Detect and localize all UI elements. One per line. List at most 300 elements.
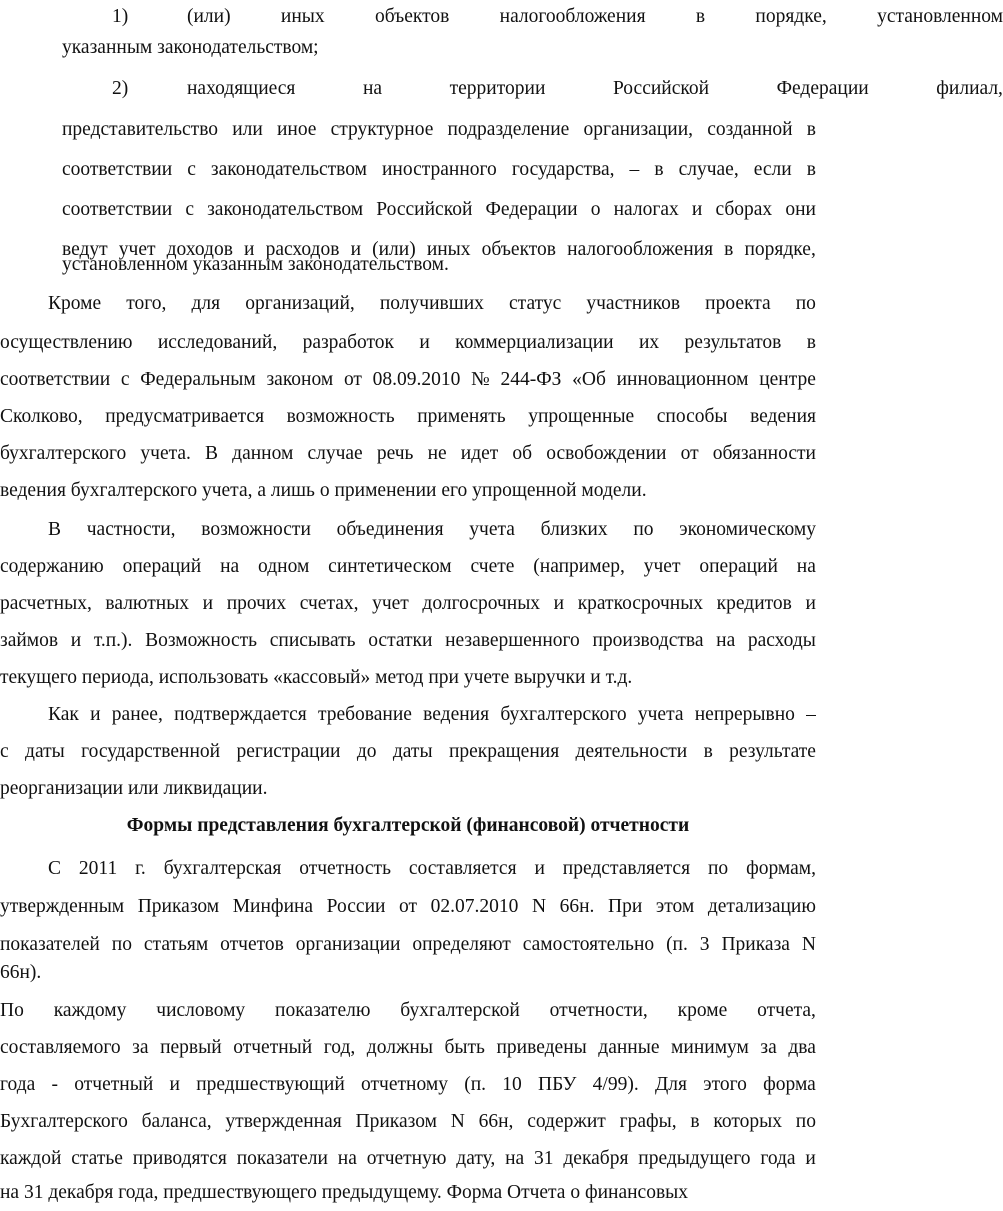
word: Федеральным — [140, 369, 256, 390]
word: деятельности — [575, 741, 688, 762]
paragraph-2-text-5: текущего периода, использовать «кассовый» метод при учете выручки и т.д. — [0, 667, 633, 688]
word: счете — [470, 556, 515, 577]
word: содержит — [527, 1111, 606, 1132]
word: на — [505, 1148, 525, 1169]
word: статус — [509, 293, 562, 314]
word: быть — [444, 1037, 485, 1058]
paragraph-4-text-4: 66н). — [0, 962, 42, 983]
word: случае — [307, 443, 363, 464]
list-item-1-text-cont: указанным законодательством; — [62, 37, 319, 58]
word: подразделение — [447, 119, 570, 140]
word: учет — [372, 593, 409, 614]
word: в — [724, 239, 734, 260]
word: 66н, — [478, 1111, 514, 1132]
paragraph-5-line-6 — [0, 1176, 816, 1210]
word: баланса, — [141, 1111, 212, 1132]
paragraph-2-text-4 — [0, 624, 816, 658]
word: в — [703, 741, 713, 762]
word: иностранного — [382, 159, 497, 180]
paragraph-3-text-3: реорганизации или ликвидации. — [0, 778, 268, 799]
list-item-1-line-2 — [0, 31, 816, 65]
word: Как — [48, 704, 79, 725]
word: статье — [71, 1148, 123, 1169]
word: организации, — [583, 119, 694, 140]
word: расходы — [747, 630, 816, 651]
word: освобождении — [546, 443, 667, 464]
word: близких — [540, 519, 608, 540]
word: N — [450, 1111, 465, 1132]
word: числовому — [156, 1000, 246, 1021]
word: (п. — [464, 1074, 487, 1095]
word: кроме — [677, 1000, 728, 1021]
word: (или) — [187, 6, 231, 27]
word: - — [51, 1074, 59, 1095]
list-item-2-text — [187, 72, 1003, 106]
word: отчетность — [299, 858, 391, 879]
word: минимум — [671, 1037, 749, 1058]
word: данные — [598, 1037, 660, 1058]
paragraph-1-line-1 — [0, 287, 816, 321]
word: отчета, — [757, 1000, 816, 1021]
word: с — [185, 199, 194, 220]
word: об — [512, 443, 533, 464]
word: России — [326, 896, 386, 917]
word: данном — [232, 443, 294, 464]
word: они — [785, 199, 816, 220]
word: порядке, — [744, 239, 816, 260]
word: результате — [729, 741, 816, 762]
word: ведения — [750, 406, 816, 427]
word: экономическому — [679, 519, 816, 540]
word: дату, — [456, 1148, 496, 1169]
paragraph-1-text-1 — [48, 287, 816, 321]
word: того, — [126, 293, 167, 314]
word: два — [788, 1037, 816, 1058]
word: и — [691, 199, 703, 220]
word: законодательством — [207, 199, 364, 220]
paragraph-4-line-4 — [0, 956, 816, 990]
word: филиал, — [936, 78, 1003, 99]
paragraph-3-text-2 — [0, 735, 816, 769]
word: даты — [392, 741, 433, 762]
word: не — [427, 443, 447, 464]
word: в — [806, 332, 816, 353]
word: утвержденным — [0, 896, 125, 917]
word: на — [220, 556, 240, 577]
word: самостоятельно — [522, 934, 655, 955]
word: соответствии — [62, 199, 173, 220]
word: представительство — [62, 119, 219, 140]
word: одном — [258, 556, 310, 577]
list-item-2-text-cont-3 — [62, 193, 816, 227]
word: должны — [366, 1037, 433, 1058]
paragraph-5-line-4 — [0, 1105, 816, 1139]
list-item-2-line-4 — [0, 193, 816, 227]
word: и — [244, 239, 255, 260]
word: речь — [376, 443, 414, 464]
word: представляется — [562, 858, 691, 879]
word: иных — [280, 6, 325, 27]
word: от — [343, 369, 362, 390]
list-item-1-number: 1) — [112, 6, 129, 27]
list-item-2-number: 2) — [112, 78, 129, 99]
word: содержанию — [0, 556, 104, 577]
word: и — [169, 1074, 180, 1095]
word: форма — [763, 1074, 816, 1095]
word: статьям — [143, 934, 209, 955]
word: этом — [655, 896, 695, 917]
word: учета. — [140, 443, 191, 464]
word: учет — [118, 239, 156, 260]
paragraph-1-line-6 — [0, 474, 816, 508]
word: законом — [266, 369, 334, 390]
word: займов — [0, 630, 59, 651]
word: декабря — [563, 1148, 629, 1169]
word: с — [187, 159, 196, 180]
paragraph-1-line-4 — [0, 400, 816, 434]
word: формам, — [746, 858, 816, 879]
word: исследований, — [157, 332, 278, 353]
word: находящиеся — [187, 78, 296, 99]
paragraph-5-text-6: на 31 декабря года, предшествующего предыдущему. Форма Отчета о финансовых — [0, 1182, 689, 1203]
word: идет — [460, 443, 499, 464]
word: предшествующий — [196, 1074, 345, 1095]
paragraph-5-line-5 — [0, 1142, 816, 1176]
word: по — [795, 1111, 816, 1132]
word: обязанности — [712, 443, 816, 464]
word: от — [399, 896, 418, 917]
word: года — [0, 1074, 36, 1095]
word: порядке, — [755, 6, 827, 27]
word: (или) — [372, 239, 416, 260]
word: Бухгалтерского — [0, 1111, 128, 1132]
word: о — [590, 199, 601, 220]
word: ПБУ — [538, 1074, 577, 1095]
paragraph-4-text-1 — [48, 852, 816, 886]
word: С — [48, 858, 62, 879]
word: требование — [317, 704, 412, 725]
word: ведения — [423, 704, 490, 725]
list-item-2-text-cont-5: установленном указанным законодательством. — [62, 254, 449, 275]
word: и — [805, 1148, 816, 1169]
paragraph-3-line-3 — [0, 772, 816, 806]
word: на — [337, 1148, 357, 1169]
word: отчетный — [74, 1074, 154, 1095]
list-item-2-line-3 — [0, 153, 816, 187]
word: ведут — [62, 239, 108, 260]
word: налогообложения — [499, 6, 646, 27]
word: территории — [449, 78, 546, 99]
section-heading: Формы представления бухгалтерской (финансовой) отчетности — [126, 815, 690, 836]
word: отчетности, — [549, 1000, 648, 1021]
word: получивших — [379, 293, 484, 314]
word: 3 — [699, 934, 710, 955]
word: в — [806, 119, 816, 140]
word: Федерации — [776, 78, 869, 99]
word: учета — [469, 519, 515, 540]
word: т.п.). — [93, 630, 133, 651]
word: законодательством — [210, 159, 367, 180]
word: краткосрочных — [577, 593, 704, 614]
word: кредитов — [716, 593, 792, 614]
word: и — [202, 593, 214, 614]
word: и — [70, 630, 82, 651]
paragraph-5-text-5 — [0, 1142, 816, 1176]
paragraph-5-text-1 — [0, 994, 816, 1028]
word: предыдущего — [638, 1148, 751, 1169]
word: Приказом — [137, 896, 220, 917]
word: упрощенные — [528, 406, 635, 427]
word: и — [419, 332, 430, 353]
paragraph-5-line-3 — [0, 1068, 816, 1102]
word: соответствии — [62, 159, 173, 180]
word: 66н. — [559, 896, 595, 917]
paragraph-3-line-2 — [0, 735, 816, 769]
word: N — [531, 896, 547, 917]
word: от — [680, 443, 699, 464]
word: расчетных, — [0, 593, 92, 614]
word: Российской — [612, 78, 710, 99]
paragraph-1-text-3 — [0, 363, 816, 397]
word: первый — [160, 1037, 222, 1058]
word: Федерации — [485, 199, 578, 220]
word: утвержденная — [225, 1111, 342, 1132]
word: на — [796, 556, 816, 577]
word: на — [362, 78, 383, 99]
word: доходов — [166, 239, 233, 260]
word: даты — [25, 741, 65, 762]
word: Российской — [376, 199, 473, 220]
word: объектов — [374, 6, 450, 27]
word: валютных — [105, 593, 190, 614]
word: При — [608, 896, 643, 917]
word: «Об — [572, 369, 606, 390]
paragraph-2-text-1 — [48, 513, 816, 547]
word: осуществлению — [0, 332, 133, 353]
list-item-1-line-1 — [0, 0, 1003, 34]
word: 31 — [534, 1148, 554, 1169]
word: проекта — [705, 293, 771, 314]
paragraph-2-line-3 — [0, 587, 816, 621]
word: налогообложения — [567, 239, 714, 260]
word: сборах — [715, 199, 773, 220]
word: 4/99). — [592, 1074, 639, 1095]
word: ранее, — [111, 704, 163, 725]
word: по — [111, 934, 132, 955]
list-item-2-line-1 — [0, 72, 1003, 106]
word: составляемого — [0, 1037, 121, 1058]
paragraph-1-text-5 — [0, 437, 816, 471]
word: применять — [417, 406, 506, 427]
list-item-2-text-cont-1 — [62, 113, 816, 147]
word: которых — [713, 1111, 782, 1132]
word: и — [90, 704, 101, 725]
word: года — [760, 1148, 796, 1169]
word: Возможность — [145, 630, 258, 651]
word: в — [654, 159, 664, 180]
paragraph-2-line-4 — [0, 624, 816, 658]
word: По — [0, 1000, 24, 1021]
word: возможность — [286, 406, 395, 427]
word: г. — [135, 858, 146, 879]
word: случае, — [678, 159, 739, 180]
word: предусматривается — [105, 406, 265, 427]
word: соответствии — [0, 369, 111, 390]
word: незавершенного — [445, 630, 580, 651]
paragraph-1-text-6: ведения бухгалтерского учета, а лишь о применении его упрощенной модели. — [0, 480, 647, 501]
word: государственной — [81, 741, 221, 762]
word: до — [356, 741, 377, 762]
paragraph-5-line-2 — [0, 1031, 816, 1065]
word: операций — [699, 556, 778, 577]
word: 2011 — [78, 858, 118, 879]
word: каждой — [0, 1148, 62, 1169]
word: расходов — [265, 239, 340, 260]
word: в — [690, 1111, 700, 1132]
word: на — [716, 630, 736, 651]
word: графы, — [619, 1111, 677, 1132]
word: этого — [703, 1074, 747, 1095]
word: (п. — [666, 934, 688, 955]
list-item-2-text-cont-2 — [62, 153, 816, 187]
word: государства, — [511, 159, 615, 180]
paragraph-4-text-2 — [0, 890, 816, 924]
word: и — [350, 239, 361, 260]
word: установленном — [877, 6, 1003, 27]
word: № — [471, 369, 490, 390]
word: бухгалтерского — [500, 704, 627, 725]
word: бухгалтерской — [400, 1000, 520, 1021]
paragraph-2-line-5 — [0, 661, 816, 695]
word: списывать — [269, 630, 356, 651]
paragraph-1-text-2 — [0, 326, 816, 360]
word: производства — [592, 630, 704, 651]
word: за — [760, 1037, 777, 1058]
word: иных — [426, 239, 471, 260]
paragraph-2-text-3 — [0, 587, 816, 621]
word: определяют — [412, 934, 511, 955]
word: В — [205, 443, 219, 464]
word: В — [48, 519, 62, 540]
word: год, — [323, 1037, 356, 1058]
word: регистрации — [236, 741, 341, 762]
word: центре — [759, 369, 816, 390]
word: или — [232, 119, 263, 140]
word: 10 — [502, 1074, 522, 1095]
word: составляется — [408, 858, 517, 879]
paragraph-3-line-1 — [0, 698, 816, 732]
word: иное — [276, 119, 317, 140]
word: участников — [586, 293, 681, 314]
word: по — [707, 858, 729, 879]
word: объединения — [336, 519, 444, 540]
word: бухгалтерская — [163, 858, 282, 879]
word: отчетному — [361, 1074, 448, 1095]
word: и — [534, 858, 545, 879]
word: в — [695, 6, 706, 27]
word: прекращения — [448, 741, 560, 762]
word: отчетов — [220, 934, 284, 955]
word: и — [805, 593, 816, 614]
word: детализацию — [707, 896, 816, 917]
word: разработок — [302, 332, 394, 353]
paragraph-2-line-2 — [0, 550, 816, 584]
list-item-2-line-2 — [0, 113, 816, 147]
word: инновационном — [616, 369, 749, 390]
word: показателю — [275, 1000, 371, 1021]
word: долгосрочных — [422, 593, 541, 614]
word: каждому — [53, 1000, 127, 1021]
list-item-1-text — [187, 0, 1003, 34]
word: (например, — [533, 556, 625, 577]
word: приводятся — [132, 1148, 227, 1169]
word: – — [629, 159, 640, 180]
word: непрерывно — [694, 704, 795, 725]
word: способы — [656, 406, 728, 427]
paragraph-3-text-1 — [48, 698, 816, 732]
word: 02.07.2010 — [430, 896, 519, 917]
word: N — [801, 934, 816, 955]
paragraph-1-line-2 — [0, 326, 816, 360]
paragraph-1-text-4 — [0, 400, 816, 434]
word: налогах — [613, 199, 679, 220]
word: с — [0, 741, 9, 762]
word: прочих — [226, 593, 287, 614]
word: результатов — [684, 332, 782, 353]
word: их — [638, 332, 660, 353]
paragraph-4-line-2 — [0, 890, 816, 924]
list-item-2-line-6 — [0, 248, 816, 282]
word: 08.09.2010 — [372, 369, 461, 390]
paragraph-4-line-1 — [0, 852, 816, 886]
word: отчетный — [233, 1037, 313, 1058]
word: за — [132, 1037, 149, 1058]
word: операций — [122, 556, 202, 577]
word: Приказа — [721, 934, 790, 955]
word: для — [191, 293, 221, 314]
paragraph-5-text-2 — [0, 1031, 816, 1065]
word: частности, — [86, 519, 176, 540]
word: структурное — [330, 119, 434, 140]
paragraph-1-line-3 — [0, 363, 816, 397]
word: 244-ФЗ — [500, 369, 562, 390]
word: отчетную — [366, 1148, 447, 1169]
word: – — [806, 704, 816, 725]
word: по — [795, 293, 816, 314]
word: организаций, — [245, 293, 355, 314]
word: показатели — [236, 1148, 328, 1169]
word: остатки — [368, 630, 433, 651]
word: в — [806, 159, 816, 180]
word: счетах, — [299, 593, 359, 614]
word: если — [753, 159, 792, 180]
word: Сколково, — [0, 406, 83, 427]
word: по — [633, 519, 654, 540]
word: подтверждается — [174, 704, 307, 725]
word: коммерциализации — [455, 332, 614, 353]
word: учета — [637, 704, 684, 725]
word: синтетическом — [328, 556, 452, 577]
word: Минфина — [232, 896, 314, 917]
word: Кроме — [48, 293, 102, 314]
word: и — [553, 593, 565, 614]
paragraph-5-line-1 — [0, 994, 816, 1028]
paragraph-5-text-3 — [0, 1068, 816, 1102]
paragraph-1-line-5 — [0, 437, 816, 471]
word: показателей — [0, 934, 100, 955]
word: созданной — [707, 119, 793, 140]
paragraph-5-text-4 — [0, 1105, 816, 1139]
